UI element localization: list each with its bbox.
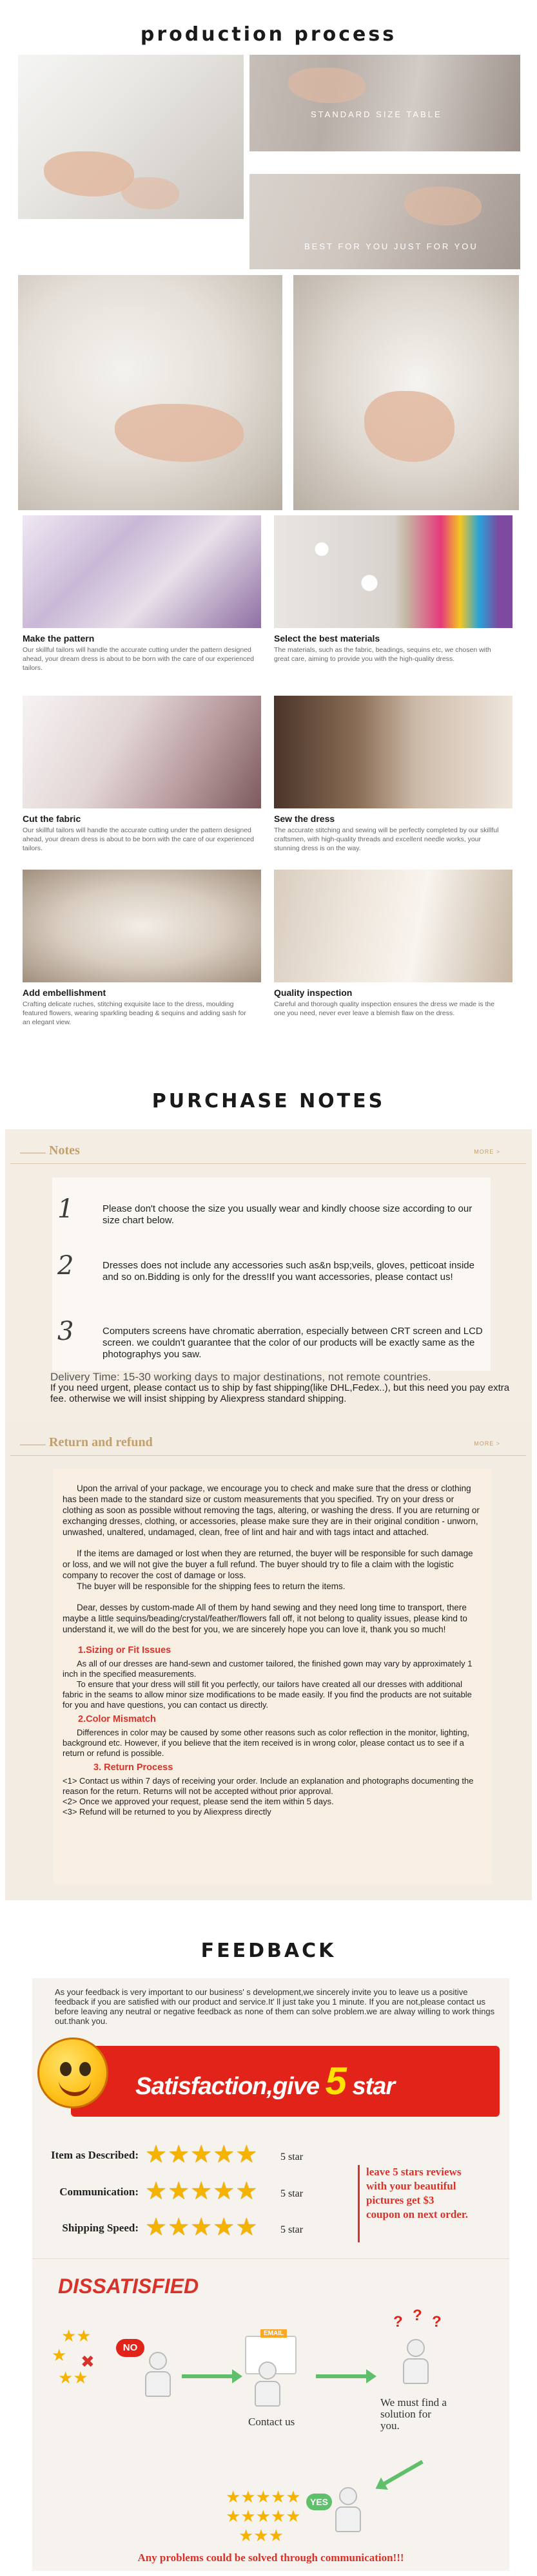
email-tag: EMAIL — [260, 2329, 287, 2338]
crossed-star-icon: ✖ — [81, 2352, 95, 2371]
feedback-section — [0, 1936, 537, 2576]
person-figure-icon — [145, 2352, 171, 2397]
flourish-decoration — [20, 1444, 46, 1445]
step-title: Quality inspection — [274, 987, 353, 998]
step-title: Select the best materials — [274, 633, 380, 644]
materials-photo — [274, 515, 513, 628]
return-header — [10, 1427, 526, 1456]
return-process-title: 3. Return Process — [93, 1762, 173, 1773]
more-link[interactable]: MORE > — [474, 1440, 500, 1447]
note-number: 1 — [57, 1194, 74, 1224]
step-quality — [274, 870, 513, 1018]
delivery-info — [50, 1371, 514, 1404]
note-item — [57, 1251, 484, 1283]
step-cut — [23, 696, 261, 853]
return-para-arrival: Upon the arrival of your package, we encourage you to check and make sure that the dress or clothing has been made to the standard size or custom measurements that you specified. Try on your dress or clothing as soon as possible without removing the tags, altering, or washing the dress. If you are returning or exchanging dresses, clothing, or accessories, please make sure they are in their original condition - unworn, unwashed, unaltered, undamaged, clean, free of lint and hair and with tags intact and attached. — [63, 1484, 480, 1537]
star-icon: ★ — [213, 2178, 235, 2205]
star-icon: ★ — [168, 2214, 190, 2241]
star-icon: ★ — [213, 2141, 235, 2168]
delivery-time: Delivery Time: 15-30 working days to major destinations, not remote countries. — [50, 1371, 431, 1383]
rating-value: 5 star — [280, 2151, 304, 2162]
star-icon: ★ — [190, 2214, 213, 2241]
solution-caption: We must find a solution for you. — [380, 2396, 447, 2432]
star-icon: ★★ — [58, 2368, 88, 2387]
notes-panel — [5, 1129, 532, 1456]
sizing-section — [63, 1659, 483, 1710]
damage-text: If the items are damaged or lost when they are returned, the buyer will be responsible for such damage or loss, and we will not give the buyer a full refund. The buyer should try to file a claim with the logistic company to recover the cost of damage or loss. — [63, 1549, 473, 1580]
purchase-notes-section — [0, 1063, 537, 1936]
wedding-dress-photo — [18, 55, 244, 219]
sizing-text-a: As all of our dresses are hand-sewn and customer tailored, the finished gown may vary by approximately 1 inch in the specified measurements. — [63, 1659, 473, 1679]
dissatisfied-flow — [32, 2307, 509, 2545]
measuring-photo — [249, 55, 520, 151]
arrow-right-icon — [182, 2374, 233, 2378]
color-text: Differences in color may be caused by some other reasons such as color reflection in the monitor, lighting, background etc. However, if you believe that the item received is in wrong color, please contact us to see if a return or refund is possible. — [63, 1728, 469, 1758]
rating-stars — [145, 2215, 258, 2240]
step-title: Sew the dress — [274, 814, 335, 824]
return-step: <3> Refund will be returned to you by Aliexpress directly — [63, 1807, 271, 1817]
rating-stars — [145, 2179, 258, 2204]
note-item — [57, 1194, 484, 1226]
embellishment-photo — [23, 870, 261, 982]
note-text: Computers screens have chromatic aberration, especially between CRT screen and LCD screen. we couldn't guarantee that the color of our products will be exactly same as the photographys you saw. — [103, 1326, 483, 1360]
person-computer-icon — [255, 2361, 280, 2407]
question-mark-icon: ? — [413, 2307, 422, 2324]
rating-label: Communication: — [59, 2186, 139, 2198]
star-icon: ★ — [235, 2214, 258, 2241]
return-heading: Return and refund — [49, 1435, 153, 1449]
star-icon: ★★★★★ — [226, 2506, 301, 2526]
standard-size-table-text: STANDARD SIZE TABLE — [311, 110, 442, 119]
divider — [32, 2258, 509, 2259]
notes-header — [10, 1136, 526, 1164]
star-icon: ★★★ — [239, 2526, 284, 2545]
purchase-notes-title: PURCHASE NOTES — [151, 1090, 386, 1112]
yes-bubble: YES — [306, 2494, 332, 2510]
rating-row-described — [42, 2142, 364, 2168]
lace-detail-photo — [18, 275, 282, 510]
coupon-promo: leave 5 stars reviews with your beautiful pictures get $3 coupon on next order. — [358, 2165, 471, 2242]
step-materials — [274, 515, 513, 663]
step-desc: The accurate stitching and sewing will be perfectly completed by our skillful craftsmen, with high-quality threads and excellent needle works, your stunning dress is on the way. — [274, 826, 499, 852]
more-link[interactable]: MORE > — [474, 1149, 500, 1155]
star-icon: ★ — [213, 2214, 235, 2241]
rating-row-communication — [42, 2179, 364, 2205]
banner-text-pre: Satisfaction,give — [135, 2073, 326, 2100]
sewing-machine-photo — [274, 696, 513, 808]
rating-stars — [145, 2142, 258, 2167]
flourish-decoration — [20, 1152, 46, 1154]
note-item — [57, 1317, 484, 1360]
satisfaction-banner — [71, 2046, 500, 2117]
pattern-photo — [23, 515, 261, 628]
return-para-damage — [63, 1548, 483, 1592]
star-icon: ★ — [168, 2178, 190, 2205]
star-icon: ★ — [235, 2141, 258, 2168]
sizing-title: 1.Sizing or Fit Issues — [78, 1645, 171, 1655]
step-sew — [274, 696, 513, 853]
contact-us-caption: Contact us — [248, 2416, 295, 2428]
feedback-panel — [32, 1978, 509, 2571]
return-step: <1> Contact us within 7 days of receiving your order. Include an explanation and photographs documenting the reason for the return. Returns will not be accepted without prior approval. — [63, 1776, 474, 1796]
happy-person-icon — [335, 2487, 361, 2532]
communication-slogan: Any problems could be solved through communication!!! — [137, 2552, 404, 2564]
step-title: Add embellishment — [23, 987, 106, 998]
arrow-right-icon — [316, 2374, 367, 2378]
shipping-fee-text: The buyer will be responsible for the shipping fees to return the items. — [77, 1581, 346, 1591]
note-number: 2 — [57, 1251, 74, 1281]
rating-row-shipping — [42, 2215, 364, 2241]
star-icon: ★ — [190, 2178, 213, 2205]
rating-label: Shipping Speed: — [62, 2222, 139, 2234]
rating-value: 5 star — [280, 2188, 304, 2199]
note-text: Dresses does not include any accessories such as&n bsp;veils, gloves, petticoat inside and so on.Bidding is only for the dress!If you want accessories, please contact us! — [103, 1260, 474, 1283]
note-text: Please don't choose the size you usually wear and kindly choose size according to our size chart below. — [103, 1203, 473, 1226]
feedback-intro: As your feedback is very important to our business' s development,we sincerely invite you to leave us a positive feedback if you are satisfied with our product and service.It' ll just take you 1 minute. If you are not,please contact us before leaving any neutral or negative feedback as none of them can solve problem.we are alway willing to work things out.thank you. — [55, 1987, 495, 2026]
banner-text — [135, 2059, 395, 2103]
question-mark-icon: ? — [432, 2313, 442, 2331]
best-for-you-text: BEST FOR YOU JUST FOR YOU — [304, 242, 478, 251]
star-icon: ★ — [235, 2178, 258, 2205]
step-desc: Our skillful tailors will handle the accurate cutting under the pattern designed ahead, your dream dress is about to be born with the care of our experienced tailors. — [23, 646, 254, 672]
rating-value: 5 star — [280, 2224, 304, 2235]
star-icon: ★★ — [61, 2326, 92, 2345]
notes-heading: Notes — [49, 1143, 80, 1158]
question-mark-icon: ? — [393, 2313, 403, 2331]
return-process-steps — [63, 1776, 483, 1817]
return-step: <2> Once we approved your request, please send the item within 5 days. — [63, 1797, 334, 1806]
production-process-section — [0, 0, 537, 1063]
banner-text-post: star — [346, 2073, 395, 2100]
lace-sewing-photo — [293, 275, 519, 510]
dissatisfied-heading: DISSATISFIED — [58, 2275, 199, 2298]
star-icon: ★ — [145, 2214, 168, 2241]
star-icon: ★ — [145, 2178, 168, 2205]
smiley-emoji-icon — [37, 2037, 108, 2108]
step-title: Make the pattern — [23, 633, 95, 644]
step-pattern — [23, 515, 261, 673]
sizing-text-b: To ensure that your dress will still fit you perfectly, our tailors have created all our dresses with additional fabric in the seams to allow minor size modifications to be made easily. If you find the products are not suitable for you and have questions, you can contact us directly. — [63, 1679, 472, 1710]
arrow-curved-icon — [382, 2460, 424, 2486]
quality-inspection-photo — [274, 870, 513, 982]
notes-card — [52, 1178, 491, 1371]
feedback-title: FEEDBACK — [200, 1940, 337, 1962]
note-number: 3 — [57, 1317, 74, 1346]
no-bubble: NO — [116, 2339, 144, 2357]
step-embellish — [23, 870, 261, 1027]
return-card — [54, 1469, 492, 1884]
star-icon: ★ — [168, 2141, 190, 2168]
return-panel — [5, 1424, 532, 1900]
cut-fabric-photo — [23, 696, 261, 808]
delivery-shipping: If you need urgent, please contact us to ship by fast shipping(like DHL,Fedex..), but this need you pay extra fee. otherwise we will insist shipping by Aliexpress standard shipping. — [50, 1382, 510, 1404]
step-title: Cut the fabric — [23, 814, 81, 824]
color-title: 2.Color Mismatch — [78, 1714, 156, 1724]
step-desc: The materials, such as the fabric, beadings, sequins etc, we chosen with great care, aiming to provide you with the high-quality dress. — [274, 646, 491, 663]
return-para-custom: Dear, desses by custom-made All of them by hand sewing and they need long time to transport, there maybe a little sequins/beading/crystal/feather/flowers fall off, it not belong to quality issues, please kind to understand it, we will do the best for you, we are sincerely hope you can love it, thank you so much! — [63, 1603, 467, 1634]
thinking-person-icon — [403, 2339, 429, 2384]
star-icon: ★★★★★ — [226, 2487, 301, 2506]
star-icon: ★ — [145, 2141, 168, 2168]
star-icon: ★ — [52, 2345, 67, 2365]
step-desc: Our skillful tailors will handle the accurate cutting under the pattern designed ahead, your dream dress is about to be born with the care of our experienced tailors. — [23, 826, 254, 852]
banner-five: 5 — [325, 2059, 346, 2103]
production-process-title: production process — [140, 23, 397, 46]
step-desc: Careful and thorough quality inspection ensures the dress we made is the one you need, never ever leave a blemish flaw on the dress. — [274, 1000, 495, 1017]
rating-label: Item as Described: — [51, 2149, 139, 2161]
star-icon: ★ — [190, 2141, 213, 2168]
tape-measure-photo — [249, 174, 520, 269]
step-desc: Crafting delicate ruches, stitching exquisite lace to the dress, moulding featured flowers, wearing sparkling beading & sequins and adding sash for an elegant view. — [23, 1000, 246, 1026]
